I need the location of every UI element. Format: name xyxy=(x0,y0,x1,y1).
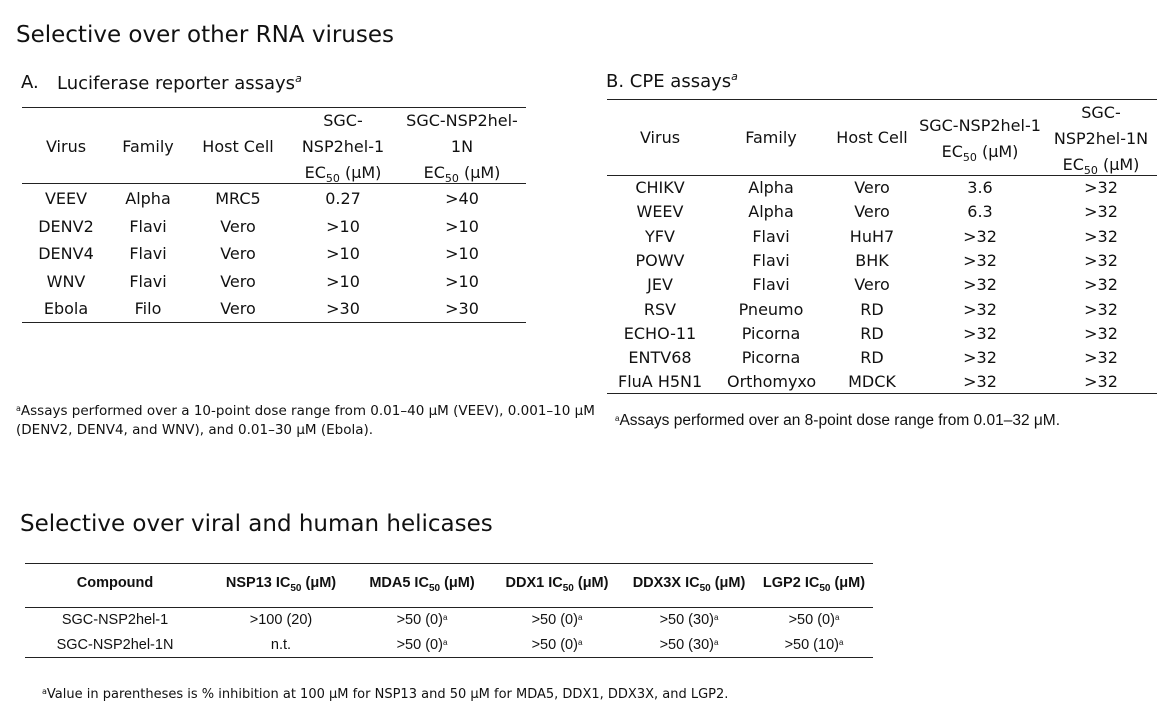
table-b-cell-host-cell: HuH7 xyxy=(849,226,895,246)
table-c-cell-text: >100 (20) xyxy=(249,612,313,628)
ec-sub: 50 xyxy=(1083,164,1098,178)
table-a-header-virus: Virus xyxy=(45,137,87,156)
table-c-cell-nsp13-ic50 xyxy=(210,612,352,628)
table-b-cell-ec50-nsp2hel-1: 6.3 xyxy=(967,202,993,222)
table-b-title-text: B. CPE assays xyxy=(606,71,732,92)
table-a-cell-virus: WNV xyxy=(46,271,86,291)
table-b-cell-host-cell: RD xyxy=(860,323,884,343)
table-a-cell-ec50-nsp2hel-1: 0.27 xyxy=(325,189,361,208)
table-a-cell-host-cell: Vero xyxy=(220,299,256,319)
table-c-cell-mda5-ic50 xyxy=(354,612,490,628)
table-a-header-c2-l2: 1N xyxy=(450,137,474,156)
table-b-cell-virus: JEV xyxy=(647,275,673,295)
table-b-cell-ec50-nsp2hel-1: >32 xyxy=(963,226,997,246)
table-b-cell-ec50-nsp2hel-1n: >32 xyxy=(1084,299,1118,319)
ic-unit: (μM) xyxy=(714,575,746,591)
table-b-cell-family: Flavi xyxy=(752,226,790,246)
table-c-cell-compound xyxy=(30,612,200,628)
table-c-header-text: LGP2 IC xyxy=(762,575,820,591)
table-c-cell-sup: a xyxy=(838,638,844,647)
table-a-footnote-l2: (DENV2, DENV4, and WNV), and 0.01–30 μM (Ebola). xyxy=(16,422,374,438)
table-b-cell-ec50-nsp2hel-1n: >32 xyxy=(1084,348,1118,368)
table-b-header-c2 xyxy=(1046,100,1156,184)
ic-sub: 50 xyxy=(562,582,574,594)
table-a-cell-ec50-nsp2hel-1: >10 xyxy=(326,244,360,264)
table-c-cell-sup: a xyxy=(713,638,719,647)
table-c-bottom-rule xyxy=(25,657,873,658)
table-b-cell-host-cell: RD xyxy=(860,348,884,368)
footnote-mark: a xyxy=(615,414,620,423)
table-b-cell-family: Alpha xyxy=(748,202,794,222)
table-b-cell-family: Picorna xyxy=(741,348,801,368)
table-c-cell-text: >50 (30) xyxy=(659,612,714,628)
ic-sub: 50 xyxy=(699,582,711,594)
table-b-cell-family: Orthomyxo xyxy=(727,372,817,392)
table-b-cell-host-cell: RD xyxy=(860,299,884,319)
table-a-cell-family: Filo xyxy=(134,299,162,319)
ic-sub: 50 xyxy=(290,582,302,594)
table-c-header-text: DDX1 IC xyxy=(505,575,563,591)
table-b-cell-ec50-nsp2hel-1: >32 xyxy=(963,372,997,392)
table-b-cell-virus: ENTV68 xyxy=(628,348,692,368)
table-c-header-lgp2-ic50 xyxy=(756,575,872,594)
table-c-cell-sup: a xyxy=(442,613,448,622)
table-b-title xyxy=(606,70,738,92)
ec-text: EC xyxy=(304,163,326,182)
table-c-cell-ddx1-ic50 xyxy=(494,637,620,653)
table-c-header-compound xyxy=(30,575,200,591)
table-b-cell-ec50-nsp2hel-1n: >32 xyxy=(1084,202,1118,222)
table-c-cell-text: >50 (0) xyxy=(788,612,835,628)
table-c-footnote xyxy=(42,687,728,702)
table-b-cell-ec50-nsp2hel-1: 3.6 xyxy=(967,178,993,197)
table-c-header-rule xyxy=(25,607,873,608)
table-b-cell-family: Flavi xyxy=(752,250,790,270)
table-c-top-rule xyxy=(25,563,873,564)
table-c-header-ddx3x-ic50 xyxy=(622,575,756,594)
ec-unit: (μM) xyxy=(1102,155,1140,174)
table-b-header-c1-ec xyxy=(916,139,1044,171)
ic-sub: 50 xyxy=(819,582,831,594)
table-b-header-virus: Virus xyxy=(639,128,681,147)
table-a-footnote-l1: Assays performed over a 10-point dose range from 0.01–40 μM (VEEV), 0.001–10 μM xyxy=(20,403,595,419)
table-b-cell-ec50-nsp2hel-1: >32 xyxy=(963,348,997,368)
table-a-cell-host-cell: Vero xyxy=(220,271,256,291)
table-c-cell-ddx3x-ic50 xyxy=(622,637,756,653)
table-c-cell-text: >50 (0) xyxy=(531,637,578,653)
table-a-cell-ec50-nsp2hel-1n: >30 xyxy=(445,299,479,319)
table-a-cell-ec50-nsp2hel-1n: >10 xyxy=(445,216,479,236)
table-b-cell-ec50-nsp2hel-1n: >32 xyxy=(1084,250,1118,270)
table-a-cell-host-cell: Vero xyxy=(220,216,256,236)
table-a-header-c2 xyxy=(398,108,526,192)
table-a-cell-family: Flavi xyxy=(129,244,167,264)
ec-unit: (μM) xyxy=(463,163,501,182)
table-a-cell-family: Flavi xyxy=(129,216,167,236)
ec-text: EC xyxy=(941,142,963,161)
table-a-cell-virus: Ebola xyxy=(43,299,89,319)
table-a-title xyxy=(57,72,302,94)
table-c-cell-text: n.t. xyxy=(270,637,292,653)
table-b-header-family: Family xyxy=(745,128,797,147)
table-c-cell-lgp2-ic50 xyxy=(756,637,872,653)
table-b-cell-family: Alpha xyxy=(748,178,794,197)
table-b-cell-family: Pneumo xyxy=(738,299,804,319)
table-b-cell-ec50-nsp2hel-1n: >32 xyxy=(1084,372,1118,392)
ic-unit: (μM) xyxy=(444,575,475,591)
footnote-mark: a xyxy=(16,404,21,413)
table-b-cell-virus: POWV xyxy=(635,250,685,270)
table-b-cell-ec50-nsp2hel-1: >32 xyxy=(963,250,997,270)
table-a-title-sup: a xyxy=(295,72,302,85)
table-c-header-text: Compound xyxy=(76,575,154,591)
table-a-cell-virus: DENV2 xyxy=(38,216,94,236)
table-b-footnote xyxy=(615,412,1060,430)
table-b-cell-virus: ECHO-11 xyxy=(623,323,697,343)
table-a-header-family: Family xyxy=(122,137,174,156)
table-a-cell-virus: DENV4 xyxy=(38,244,94,264)
table-c-cell-sup: a xyxy=(577,613,583,622)
table-a-footnote xyxy=(16,399,595,440)
ec-text: EC xyxy=(1062,155,1084,174)
table-c-cell-sup: a xyxy=(577,638,583,647)
table-b-cell-virus: FluA H5N1 xyxy=(618,372,703,392)
table-c-cell-text: SGC-NSP2hel-1N xyxy=(56,637,174,653)
ec-sub: 50 xyxy=(444,172,459,186)
table-b-cell-virus: CHIKV xyxy=(635,178,685,197)
ic-unit: (μM) xyxy=(834,575,866,591)
table-b-cell-host-cell: Vero xyxy=(854,202,890,222)
table-b-cell-family: Picorna xyxy=(741,323,801,343)
table-b-header-host: Host Cell xyxy=(836,128,908,147)
table-c-cell-text: >50 (30) xyxy=(659,637,714,653)
ic-sub: 50 xyxy=(428,582,441,594)
table-b-cell-ec50-nsp2hel-1n: >32 xyxy=(1084,178,1118,197)
footnote-mark: a xyxy=(42,687,47,696)
table-b-cell-ec50-nsp2hel-1n: >32 xyxy=(1084,323,1118,343)
table-c-header-text: NSP13 IC xyxy=(225,575,291,591)
table-b-cell-host-cell: Vero xyxy=(854,178,890,197)
table-a-header-host: Host Cell xyxy=(202,137,274,156)
table-b-cell-ec50-nsp2hel-1n: >32 xyxy=(1084,275,1118,295)
table-b-header-c1 xyxy=(916,113,1044,171)
table-c-cell-ddx3x-ic50 xyxy=(622,612,756,628)
table-c-cell-text: >50 (0) xyxy=(396,637,443,653)
table-c-cell-mda5-ic50 xyxy=(354,637,490,653)
table-c-cell-ddx1-ic50 xyxy=(494,612,620,628)
table-b-cell-ec50-nsp2hel-1: >32 xyxy=(963,323,997,343)
table-c-header-mda5-ic50 xyxy=(354,575,490,594)
table-c-cell-lgp2-ic50 xyxy=(756,612,872,628)
table-a-cell-virus: VEEV xyxy=(44,189,88,208)
table-a-bottom-rule xyxy=(22,322,526,323)
table-b-header-c1-l1: SGC-NSP2hel-1 xyxy=(919,116,1041,135)
table-a-header-c1-l1: SGC- xyxy=(323,111,363,130)
section-title-helicases: Selective over viral and human helicases xyxy=(20,511,493,537)
table-b-cell-family: Flavi xyxy=(752,275,790,295)
table-b-header-c2-l2: NSP2hel-1N xyxy=(1053,129,1149,148)
table-b-footnote-text: Assays performed over an 8-point dose range from 0.01–32 μM. xyxy=(619,412,1061,429)
ec-text: EC xyxy=(423,163,445,182)
table-c-header-ddx1-ic50 xyxy=(494,575,620,594)
table-c-cell-nsp13-ic50 xyxy=(210,637,352,653)
table-a-cell-ec50-nsp2hel-1n: >10 xyxy=(445,271,479,291)
table-c-cell-text: >50 (0) xyxy=(531,612,578,628)
table-a-cell-host-cell: Vero xyxy=(220,244,256,264)
ic-unit: (μM) xyxy=(305,575,337,591)
table-b-title-sup: a xyxy=(731,70,738,83)
table-a-title-text: Luciferase reporter assays xyxy=(57,73,296,94)
table-c-header-text: DDX3X IC xyxy=(632,575,700,591)
table-a-cell-family: Alpha xyxy=(125,189,171,208)
table-b-cell-ec50-nsp2hel-1: >32 xyxy=(963,299,997,319)
table-b-cell-host-cell: BHK xyxy=(855,250,889,270)
section-title-rna-viruses: Selective over other RNA viruses xyxy=(16,22,394,48)
table-c-cell-sup: a xyxy=(834,613,840,622)
table-a-cell-ec50-nsp2hel-1: >30 xyxy=(326,299,360,319)
table-b-cell-host-cell: Vero xyxy=(854,275,890,295)
table-c-cell-compound xyxy=(30,637,200,653)
table-b-cell-host-cell: MDCK xyxy=(848,372,896,392)
table-b-cell-virus: WEEV xyxy=(636,202,684,222)
table-c-cell-sup: a xyxy=(442,638,448,647)
table-a-label: A. xyxy=(21,72,39,93)
table-b-cell-ec50-nsp2hel-1: >32 xyxy=(963,275,997,295)
ec-unit: (μM) xyxy=(344,163,382,182)
table-c-cell-sup: a xyxy=(713,613,719,622)
table-a-cell-ec50-nsp2hel-1n: >40 xyxy=(445,189,479,208)
table-c-header-nsp13-ic50 xyxy=(210,575,352,594)
table-c-cell-text: >50 (10) xyxy=(784,637,839,653)
ec-unit: (μM) xyxy=(981,142,1019,161)
table-a-cell-family: Flavi xyxy=(129,271,167,291)
ic-unit: (μM) xyxy=(577,575,609,591)
table-c-cell-text: SGC-NSP2hel-1 xyxy=(61,612,169,628)
table-b-cell-virus: YFV xyxy=(645,226,675,246)
table-a-cell-ec50-nsp2hel-1: >10 xyxy=(326,216,360,236)
table-b-cell-virus: RSV xyxy=(643,299,677,319)
table-b-cell-ec50-nsp2hel-1n: >32 xyxy=(1084,226,1118,246)
table-a-header-c1 xyxy=(290,108,396,192)
table-c-footnote-text: Value in parentheses is % inhibition at 100 μM for NSP13 and 50 μM for MDA5, DDX1, DDX3X, and LGP2. xyxy=(46,687,729,702)
table-c-cell-text: >50 (0) xyxy=(396,612,443,628)
table-a-cell-ec50-nsp2hel-1n: >10 xyxy=(445,244,479,264)
table-a-cell-ec50-nsp2hel-1: >10 xyxy=(326,271,360,291)
table-a-cell-host-cell: MRC5 xyxy=(215,189,261,208)
table-a-header-c2-l1: SGC-NSP2hel- xyxy=(406,111,518,130)
table-b-header-c2-l1: SGC- xyxy=(1081,103,1121,122)
table-a-header-c1-l2: NSP2hel-1 xyxy=(301,137,385,156)
ec-sub: 50 xyxy=(325,172,340,186)
table-c-header-text: MDA5 IC xyxy=(369,575,429,591)
ec-sub: 50 xyxy=(962,151,977,165)
